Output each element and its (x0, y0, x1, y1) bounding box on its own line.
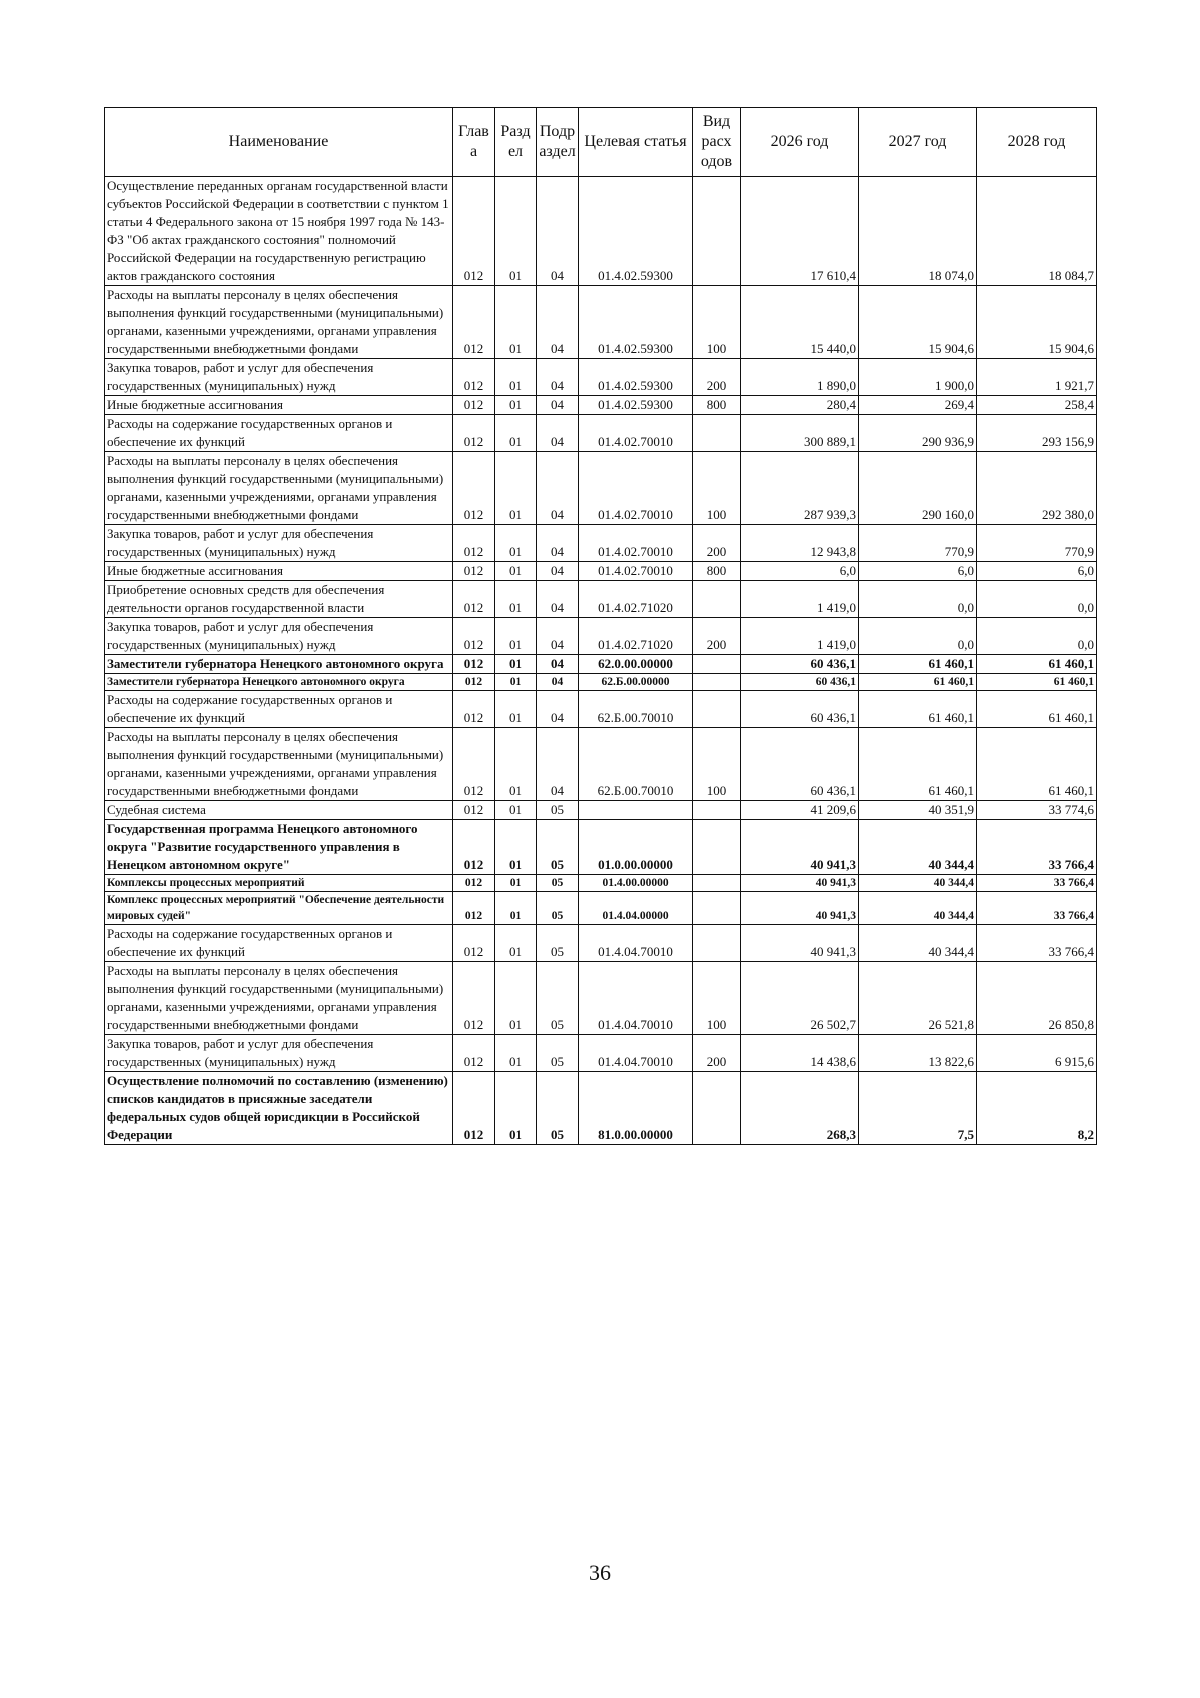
cell-vid: 100 (693, 728, 741, 801)
cell-podrazdel: 04 (537, 415, 579, 452)
cell-vid: 800 (693, 396, 741, 415)
cell-vid: 100 (693, 286, 741, 359)
table-row (105, 875, 1097, 892)
cell-2028: 61 460,1 (977, 655, 1097, 674)
cell-razdel: 01 (495, 801, 537, 820)
cell-vid (693, 674, 741, 691)
cell-article: 01.4.04.00000 (579, 892, 693, 925)
cell-podrazdel: 04 (537, 655, 579, 674)
cell-article: 01.4.02.70010 (579, 525, 693, 562)
table-row (105, 359, 1097, 396)
cell-name: Расходы на выплаты персоналу в целях обеспечения выполнения функций государственными (муниципальными) органами, казенными учреждениями, органами управления государственными внебюджетными фондами (105, 452, 453, 525)
cell-2026: 12 943,8 (741, 525, 859, 562)
cell-glava: 012 (453, 728, 495, 801)
cell-article: 62.Б.00.00000 (579, 674, 693, 691)
cell-2026: 268,3 (741, 1072, 859, 1145)
cell-2027: 6,0 (859, 562, 977, 581)
cell-vid (693, 892, 741, 925)
cell-name: Расходы на содержание государственных органов и обеспечение их функций (105, 691, 453, 728)
cell-2026: 60 436,1 (741, 674, 859, 691)
cell-glava: 012 (453, 1035, 495, 1072)
table-header-row (105, 108, 1097, 177)
cell-name: Заместители губернатора Ненецкого автономного округа (105, 655, 453, 674)
header-2027: 2027 год (859, 108, 977, 177)
cell-glava: 012 (453, 286, 495, 359)
cell-2026: 40 941,3 (741, 925, 859, 962)
cell-article: 01.4.02.70010 (579, 452, 693, 525)
header-article: Целевая статья (579, 108, 693, 177)
table-row (105, 892, 1097, 925)
cell-vid (693, 875, 741, 892)
cell-glava: 012 (453, 962, 495, 1035)
cell-razdel: 01 (495, 286, 537, 359)
cell-razdel: 01 (495, 177, 537, 286)
cell-article: 01.4.04.70010 (579, 925, 693, 962)
cell-podrazdel: 05 (537, 820, 579, 875)
cell-2026: 41 209,6 (741, 801, 859, 820)
cell-2027: 61 460,1 (859, 674, 977, 691)
cell-razdel: 01 (495, 525, 537, 562)
cell-glava: 012 (453, 581, 495, 618)
table-row (105, 525, 1097, 562)
cell-2027: 0,0 (859, 618, 977, 655)
cell-2027: 0,0 (859, 581, 977, 618)
cell-2027: 290 936,9 (859, 415, 977, 452)
page-number: 36 (589, 1560, 611, 1585)
cell-2027: 18 074,0 (859, 177, 977, 286)
cell-2028: 1 921,7 (977, 359, 1097, 396)
cell-razdel: 01 (495, 618, 537, 655)
cell-2028: 33 766,4 (977, 892, 1097, 925)
cell-name: Закупка товаров, работ и услуг для обеспечения государственных (муниципальных) нужд (105, 525, 453, 562)
cell-podrazdel: 04 (537, 452, 579, 525)
cell-razdel: 01 (495, 674, 537, 691)
cell-glava: 012 (453, 691, 495, 728)
cell-2026: 6,0 (741, 562, 859, 581)
cell-vid (693, 415, 741, 452)
cell-2027: 770,9 (859, 525, 977, 562)
cell-podrazdel: 05 (537, 801, 579, 820)
cell-2028: 770,9 (977, 525, 1097, 562)
cell-name: Государственная программа Ненецкого автономного округа "Развитие государственного управления в Ненецком автономном округе" (105, 820, 453, 875)
cell-glava: 012 (453, 925, 495, 962)
header-vid: Вид расх одов (693, 108, 741, 177)
cell-2028: 61 460,1 (977, 728, 1097, 801)
cell-podrazdel: 04 (537, 286, 579, 359)
cell-article: 62.0.00.00000 (579, 655, 693, 674)
cell-2027: 61 460,1 (859, 728, 977, 801)
cell-vid: 200 (693, 1035, 741, 1072)
table-row (105, 177, 1097, 286)
cell-2028: 33 766,4 (977, 925, 1097, 962)
cell-name: Закупка товаров, работ и услуг для обеспечения государственных (муниципальных) нужд (105, 359, 453, 396)
cell-article: 01.0.00.00000 (579, 820, 693, 875)
cell-razdel: 01 (495, 962, 537, 1035)
cell-2026: 1 419,0 (741, 581, 859, 618)
cell-podrazdel: 05 (537, 892, 579, 925)
cell-razdel: 01 (495, 728, 537, 801)
cell-2028: 8,2 (977, 1072, 1097, 1145)
cell-razdel: 01 (495, 820, 537, 875)
cell-glava: 012 (453, 875, 495, 892)
cell-2027: 26 521,8 (859, 962, 977, 1035)
cell-article: 62.Б.00.70010 (579, 728, 693, 801)
cell-name: Иные бюджетные ассигнования (105, 396, 453, 415)
table-row (105, 1072, 1097, 1145)
cell-2028: 61 460,1 (977, 674, 1097, 691)
cell-name: Комплексы процессных мероприятий (105, 875, 453, 892)
cell-2026: 1 890,0 (741, 359, 859, 396)
budget-table (104, 107, 1097, 1145)
cell-name: Приобретение основных средств для обеспечения деятельности органов государственной власти (105, 581, 453, 618)
cell-2026: 17 610,4 (741, 177, 859, 286)
table-row (105, 655, 1097, 674)
cell-2027: 40 344,4 (859, 820, 977, 875)
cell-article: 01.4.02.59300 (579, 177, 693, 286)
table-row (105, 962, 1097, 1035)
header-name: Наименование (105, 108, 453, 177)
cell-razdel: 01 (495, 875, 537, 892)
cell-razdel: 01 (495, 1072, 537, 1145)
cell-razdel: 01 (495, 359, 537, 396)
cell-article: 01.4.00.00000 (579, 875, 693, 892)
header-2026: 2026 год (741, 108, 859, 177)
cell-podrazdel: 05 (537, 962, 579, 1035)
table-body (105, 177, 1097, 1145)
cell-glava: 012 (453, 1072, 495, 1145)
cell-2026: 15 440,0 (741, 286, 859, 359)
cell-glava: 012 (453, 525, 495, 562)
table-row (105, 452, 1097, 525)
cell-2028: 258,4 (977, 396, 1097, 415)
cell-2028: 26 850,8 (977, 962, 1097, 1035)
cell-razdel: 01 (495, 892, 537, 925)
table-row (105, 286, 1097, 359)
cell-article: 62.Б.00.70010 (579, 691, 693, 728)
cell-2027: 7,5 (859, 1072, 977, 1145)
cell-2027: 1 900,0 (859, 359, 977, 396)
cell-2027: 13 822,6 (859, 1035, 977, 1072)
cell-name: Осуществление полномочий по составлению (изменению) списков кандидатов в присяжные заседатели федеральных судов общей юрисдикции в Российской Федерации (105, 1072, 453, 1145)
cell-vid (693, 925, 741, 962)
cell-razdel: 01 (495, 1035, 537, 1072)
cell-2028: 33 766,4 (977, 875, 1097, 892)
cell-2026: 40 941,3 (741, 820, 859, 875)
cell-podrazdel: 04 (537, 177, 579, 286)
cell-vid: 100 (693, 452, 741, 525)
cell-2028: 0,0 (977, 618, 1097, 655)
cell-name: Расходы на содержание государственных органов и обеспечение их функций (105, 415, 453, 452)
cell-vid (693, 801, 741, 820)
cell-name: Расходы на выплаты персоналу в целях обеспечения выполнения функций государственными (муниципальными) органами, казенными учреждениями, органами управления государственными внебюджетными фондами (105, 962, 453, 1035)
cell-2027: 40 344,4 (859, 892, 977, 925)
cell-2027: 40 351,9 (859, 801, 977, 820)
table-row (105, 820, 1097, 875)
cell-podrazdel: 04 (537, 618, 579, 655)
cell-podrazdel: 04 (537, 691, 579, 728)
cell-2026: 287 939,3 (741, 452, 859, 525)
cell-2026: 26 502,7 (741, 962, 859, 1035)
cell-vid: 200 (693, 618, 741, 655)
cell-razdel: 01 (495, 396, 537, 415)
cell-glava: 012 (453, 820, 495, 875)
cell-glava: 012 (453, 562, 495, 581)
cell-glava: 012 (453, 359, 495, 396)
cell-glava: 012 (453, 674, 495, 691)
cell-glava: 012 (453, 452, 495, 525)
cell-2026: 60 436,1 (741, 691, 859, 728)
cell-name: Закупка товаров, работ и услуг для обеспечения государственных (муниципальных) нужд (105, 618, 453, 655)
cell-2026: 1 419,0 (741, 618, 859, 655)
cell-vid: 100 (693, 962, 741, 1035)
cell-article: 01.4.02.70010 (579, 415, 693, 452)
cell-2028: 6,0 (977, 562, 1097, 581)
cell-podrazdel: 04 (537, 359, 579, 396)
cell-article: 01.4.02.71020 (579, 618, 693, 655)
cell-article: 01.4.02.70010 (579, 562, 693, 581)
cell-podrazdel: 04 (537, 525, 579, 562)
cell-2027: 40 344,4 (859, 925, 977, 962)
cell-glava: 012 (453, 655, 495, 674)
cell-podrazdel: 05 (537, 875, 579, 892)
cell-2027: 15 904,6 (859, 286, 977, 359)
cell-2026: 40 941,3 (741, 875, 859, 892)
cell-vid (693, 1072, 741, 1145)
table-row (105, 581, 1097, 618)
cell-article: 01.4.02.59300 (579, 359, 693, 396)
cell-article: 81.0.00.00000 (579, 1072, 693, 1145)
cell-vid: 200 (693, 359, 741, 396)
header-podrazdel: Подр аздел (537, 108, 579, 177)
cell-name: Судебная система (105, 801, 453, 820)
cell-2027: 269,4 (859, 396, 977, 415)
cell-vid: 800 (693, 562, 741, 581)
cell-podrazdel: 05 (537, 1072, 579, 1145)
cell-2028: 292 380,0 (977, 452, 1097, 525)
cell-razdel: 01 (495, 655, 537, 674)
cell-2027: 290 160,0 (859, 452, 977, 525)
cell-2028: 6 915,6 (977, 1035, 1097, 1072)
cell-glava: 012 (453, 396, 495, 415)
cell-2026: 14 438,6 (741, 1035, 859, 1072)
cell-2026: 300 889,1 (741, 415, 859, 452)
cell-2026: 280,4 (741, 396, 859, 415)
cell-2027: 61 460,1 (859, 655, 977, 674)
header-2028: 2028 год (977, 108, 1097, 177)
cell-podrazdel: 05 (537, 925, 579, 962)
cell-article: 01.4.02.59300 (579, 286, 693, 359)
header-razdel: Разд ел (495, 108, 537, 177)
cell-name: Расходы на выплаты персоналу в целях обеспечения выполнения функций государственными (муниципальными) органами, казенными учреждениями, органами управления государственными внебюджетными фондами (105, 728, 453, 801)
cell-name: Расходы на содержание государственных органов и обеспечение их функций (105, 925, 453, 962)
cell-name: Закупка товаров, работ и услуг для обеспечения государственных (муниципальных) нужд (105, 1035, 453, 1072)
cell-name: Осуществление переданных органам государственной власти субъектов Российской Федерации в соответствии с пунктом 1 статьи 4 Федерального закона от 15 ноября 1997 года № 143-ФЗ "Об актах гражданского состояния" полномочий Российской Федерации на государственную регистрацию актов гражданского состояния (105, 177, 453, 286)
table-row (105, 415, 1097, 452)
cell-article: 01.4.02.71020 (579, 581, 693, 618)
cell-2028: 293 156,9 (977, 415, 1097, 452)
table-row (105, 691, 1097, 728)
table-row (105, 674, 1097, 691)
cell-vid (693, 691, 741, 728)
cell-razdel: 01 (495, 691, 537, 728)
header-glava: Глав а (453, 108, 495, 177)
cell-podrazdel: 05 (537, 1035, 579, 1072)
table-row (105, 562, 1097, 581)
cell-article (579, 801, 693, 820)
cell-2027: 61 460,1 (859, 691, 977, 728)
cell-article: 01.4.04.70010 (579, 1035, 693, 1072)
cell-2028: 0,0 (977, 581, 1097, 618)
cell-2026: 60 436,1 (741, 655, 859, 674)
table-row (105, 925, 1097, 962)
cell-glava: 012 (453, 618, 495, 655)
cell-razdel: 01 (495, 452, 537, 525)
cell-razdel: 01 (495, 581, 537, 618)
cell-glava: 012 (453, 801, 495, 820)
cell-2027: 40 344,4 (859, 875, 977, 892)
cell-2028: 18 084,7 (977, 177, 1097, 286)
cell-podrazdel: 04 (537, 728, 579, 801)
cell-vid (693, 177, 741, 286)
table-row (105, 1035, 1097, 1072)
cell-razdel: 01 (495, 562, 537, 581)
cell-glava: 012 (453, 892, 495, 925)
cell-2026: 40 941,3 (741, 892, 859, 925)
cell-podrazdel: 04 (537, 674, 579, 691)
table-row (105, 728, 1097, 801)
cell-article: 01.4.04.70010 (579, 962, 693, 1035)
table-row (105, 396, 1097, 415)
cell-podrazdel: 04 (537, 581, 579, 618)
cell-glava: 012 (453, 177, 495, 286)
cell-name: Заместители губернатора Ненецкого автономного округа (105, 674, 453, 691)
cell-name: Комплекс процессных мероприятий "Обеспечение деятельности мировых судей" (105, 892, 453, 925)
cell-podrazdel: 04 (537, 562, 579, 581)
cell-vid (693, 820, 741, 875)
cell-vid (693, 581, 741, 618)
table-row (105, 618, 1097, 655)
cell-article: 01.4.02.59300 (579, 396, 693, 415)
cell-name: Иные бюджетные ассигнования (105, 562, 453, 581)
cell-2028: 15 904,6 (977, 286, 1097, 359)
table-row (105, 801, 1097, 820)
cell-vid (693, 655, 741, 674)
cell-2028: 61 460,1 (977, 691, 1097, 728)
cell-glava: 012 (453, 415, 495, 452)
cell-podrazdel: 04 (537, 396, 579, 415)
cell-2026: 60 436,1 (741, 728, 859, 801)
cell-2028: 33 774,6 (977, 801, 1097, 820)
cell-name: Расходы на выплаты персоналу в целях обеспечения выполнения функций государственными (муниципальными) органами, казенными учреждениями, органами управления государственными внебюджетными фондами (105, 286, 453, 359)
cell-2028: 33 766,4 (977, 820, 1097, 875)
cell-vid: 200 (693, 525, 741, 562)
cell-razdel: 01 (495, 925, 537, 962)
cell-razdel: 01 (495, 415, 537, 452)
